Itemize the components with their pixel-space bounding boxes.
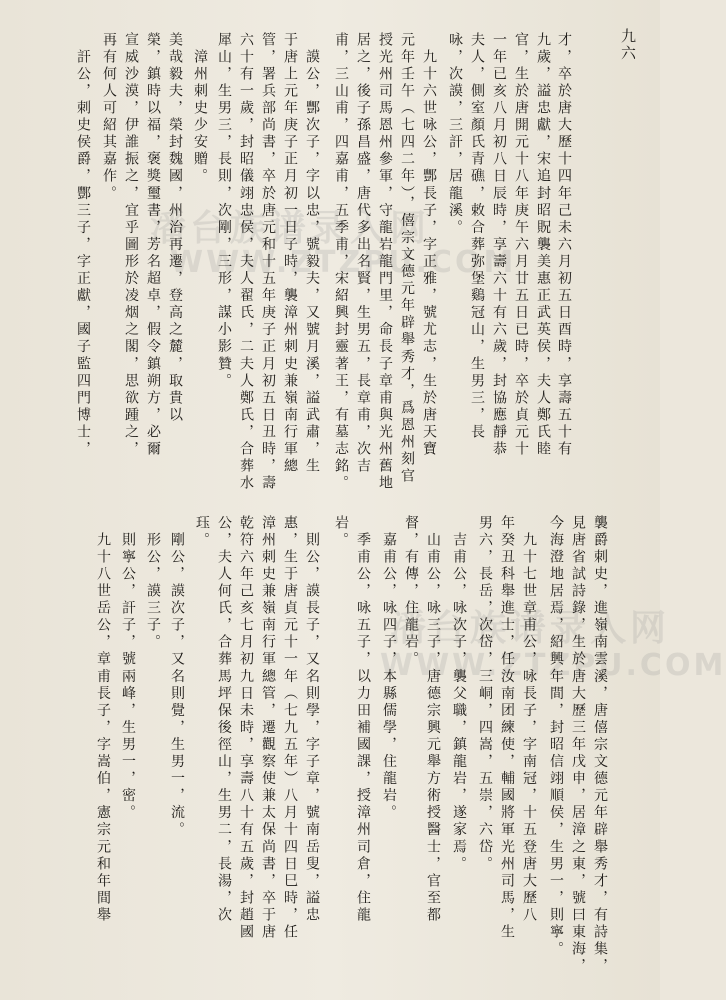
text-column: 夫人，側室顏氏青礁，敕合葬弥堡鷄冠山，生男三，長 bbox=[469, 32, 485, 442]
text-column: 甫，三山甫，四嘉甫，五季甫，宋紹興封靈著王，有墓志銘。 bbox=[333, 32, 349, 493]
watermark-text: 潘台族谱录入网 bbox=[390, 608, 671, 649]
text-column: 犀山，生男三，長則，次剛，三形，謀小影贊。 bbox=[216, 32, 232, 391]
text-column: 漳州刺史兼嶺南行軍總管，遷觀察使兼太保尚書，卒于唐 bbox=[260, 515, 276, 942]
text-column: 剛公，謨次子，又名則覺，生男一，流。 bbox=[169, 515, 185, 839]
text-column: 六十有一歲，封昭儀翊忠侯，夫人翟氏，二夫人鄭氏，合葬水 bbox=[238, 32, 254, 493]
text-column: 九歲，謚忠獻，宋追封昭貺襲美惠正武英侯，夫人鄭氏睦 bbox=[535, 32, 551, 459]
text-column: 于唐上元年庚子正月初一日子時，襲漳州刺史兼嶺南行軍總 bbox=[282, 32, 298, 476]
text-column: 男六，長岳，次岱，三峒，四嵩，五崇，六岱。 bbox=[477, 515, 493, 874]
text-column: 年癸丑科舉進士，任汝南团練使，輔國將軍光州司馬，生 bbox=[499, 515, 515, 942]
text-column: 一年已亥八月初八日辰時，享壽六十有六歲，封協應靜恭 bbox=[491, 32, 507, 459]
text-column: 榮，鎮時以福，褒獎璽書，芳名超卓，假令鎮朔方，必爾 bbox=[145, 32, 161, 459]
text-column: 見唐省試詩錄，生於唐大歷三年戊申，居漳之東，號曰東海， bbox=[570, 515, 586, 976]
text-column: 授光州司馬恩州參軍，守龍岩龍門里，命長子章甫與光州舊地 bbox=[377, 32, 393, 493]
text-column: 乾符六年己亥七月初九日未時，享壽八十有五歲，封趙國 bbox=[238, 515, 254, 942]
text-column: 則寧公，訐子，號兩峰，生男一，密。 bbox=[120, 515, 136, 822]
text-column: 督，有傳，住龍岩。 bbox=[403, 515, 419, 669]
text-column: 山甫公，咏三子，唐德宗興元舉方術授醫士，官至都 bbox=[425, 515, 441, 925]
text-column: 元年壬午（七四二年），僖宗文德元年辟舉秀才，爲恩州刻官 bbox=[399, 32, 415, 486]
text-column: 管，署兵部尚書，卒於唐元和十五年庚子正月初五日丑時，壽 bbox=[260, 32, 276, 493]
text-column: 珏。 bbox=[194, 515, 210, 550]
watermark-url: WWW.ZTZPU.COM bbox=[170, 245, 517, 280]
text-column: 襲爵刺史，進嶺南雲溪，唐僖宗文德元年辟舉秀才，有詩集， bbox=[592, 515, 608, 976]
text-column: 吉甫公，咏次子，襲父職，鎮龍岩，遂家焉。 bbox=[451, 515, 467, 874]
watermark-url: WWW.ZTZPU.COM bbox=[380, 648, 726, 683]
text-column: 嘉甫公，咏四子，本縣儒學，住龍岩。 bbox=[381, 515, 397, 822]
text-column: 官，生於唐開元十八年庚午六月廿五日已時，卒於貞元十 bbox=[513, 32, 529, 459]
text-column: 漳州刺史少安贈。 bbox=[192, 32, 208, 186]
text-column: 九十六世咏公，酆長子，字正雅，號尤志，生於唐天寶 bbox=[421, 32, 437, 459]
text-column: 訐公，刺史侯爵，酆三子，字正獻，國子監四門博士， bbox=[75, 32, 91, 459]
text-column: 宣威沙漠，伊誰振之，宜乎圖形於凌烟之閣，思欲踵之， bbox=[123, 32, 139, 459]
text-column: 九十八世岳公，章甫長子，字嵩伯，憲宗元和年間舉 bbox=[95, 515, 111, 925]
text-column: 岩。 bbox=[333, 515, 349, 550]
text-column: 公，夫人何氏，合葬馬坪保後徑山，生男二，長湯，次 bbox=[216, 515, 232, 925]
text-column: 再有何人可紹其嘉作。 bbox=[101, 32, 117, 203]
text-column: 惠，生于唐貞元十一年（七九五年）八月十四日巳時，任 bbox=[282, 515, 298, 942]
text-column: 咏，次謨，三訐，居龍溪。 bbox=[447, 32, 463, 237]
text-column: 季甫公，咏五子，以力田補國課，授漳州司倉，住龍 bbox=[355, 515, 371, 925]
text-column: 則公，謨長子，又名則學，字子章，號南岳叟，謚忠 bbox=[304, 515, 320, 925]
text-column: 謨公，酆次子，字以忠，號毅夫，又號月溪，謚武肅，生 bbox=[304, 32, 320, 476]
page-number: 九六 bbox=[619, 28, 637, 62]
text-column: 美哉毅夫，榮封魏國，州治再遷，登高之麓，取貴以 bbox=[167, 32, 183, 425]
text-column: 才，卒於唐大歷十四年己未六月初五日酉時，享壽五十有 bbox=[556, 32, 572, 459]
text-column: 今海澄地居焉，紹興年間，封昭信翊順侯，生男一，則寧。 bbox=[548, 515, 564, 959]
text-column: 居之，後子孫昌盛，唐代多出名賢，生男五，長章甫，次吉 bbox=[355, 32, 371, 476]
text-column: 形公，謨三子。 bbox=[145, 515, 161, 652]
watermark-text: 潘台族谱录入网 bbox=[150, 208, 431, 249]
text-column: 九十七世章甫公，咏長子，字南冠，十五登唐大歷八 bbox=[521, 515, 537, 925]
